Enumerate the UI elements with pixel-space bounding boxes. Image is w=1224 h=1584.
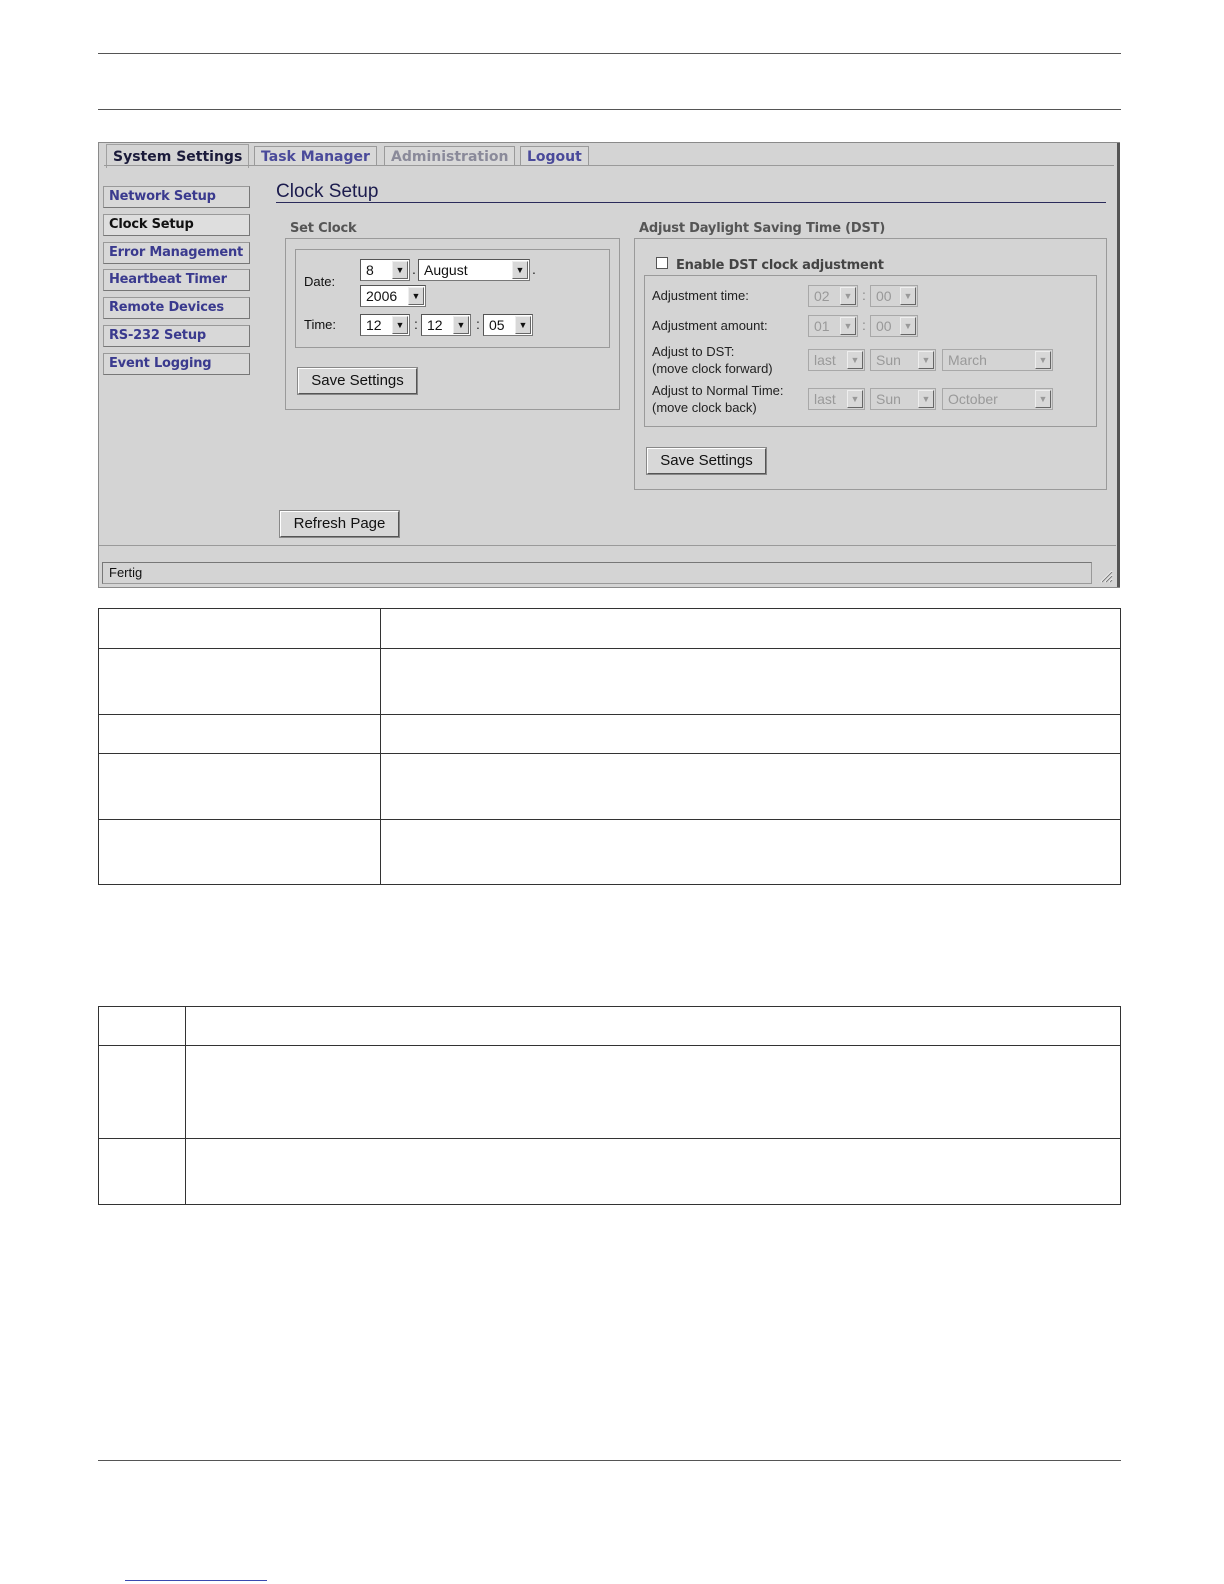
sidebar-item-event-logging[interactable]: Event Logging — [103, 353, 250, 375]
dst-week-select[interactable] — [808, 349, 865, 371]
date-separator: . — [412, 261, 416, 277]
table-row — [99, 1139, 1121, 1205]
table-cell — [99, 1046, 186, 1139]
minute-value: 12 — [427, 317, 443, 333]
time-separator: : — [476, 316, 480, 332]
dst-week-value: last — [814, 352, 836, 368]
normal-month-value: October — [948, 391, 998, 407]
chevron-down-icon: ▼ — [392, 316, 408, 334]
table-cell — [99, 715, 381, 754]
adjust-to-dst-sublabel: (move clock forward) — [652, 361, 773, 376]
year-value: 2006 — [366, 288, 398, 304]
tab-task-manager[interactable]: Task Manager — [254, 146, 377, 166]
adjustment-amount-minute-select[interactable] — [870, 315, 918, 337]
day-select[interactable] — [360, 259, 410, 281]
table-cell — [381, 649, 1121, 715]
adjustment-time-minute-value: 00 — [876, 288, 892, 304]
table-cell — [99, 820, 381, 885]
table-row — [99, 715, 1121, 754]
title-rule — [276, 202, 1106, 203]
adjustment-amount-minute-value: 00 — [876, 318, 892, 334]
day-value: 8 — [366, 262, 374, 278]
table-cell — [381, 715, 1121, 754]
chevron-down-icon: ▼ — [918, 351, 934, 369]
table-cell — [99, 649, 381, 715]
dst-legend: Adjust Daylight Saving Time (DST) — [639, 221, 886, 236]
table-row — [99, 754, 1121, 820]
window-right-edge — [1117, 143, 1120, 587]
normal-month-select[interactable] — [942, 388, 1053, 410]
adjustment-time-hour-select[interactable] — [808, 285, 858, 307]
table-row — [99, 1046, 1121, 1139]
footer-link-underline[interactable] — [125, 1580, 267, 1581]
dst-save-button[interactable]: Save Settings — [647, 448, 766, 474]
date-separator: . — [532, 261, 536, 277]
tab-logout[interactable]: Logout — [520, 146, 589, 166]
adjust-to-dst-label: Adjust to DST: — [652, 344, 735, 359]
chevron-down-icon: ▼ — [515, 316, 531, 334]
dst-day-select[interactable] — [870, 349, 936, 371]
sidebar-item-network-setup[interactable]: Network Setup — [103, 186, 250, 208]
parameter-table — [98, 608, 1121, 885]
status-text: Fertig — [109, 565, 143, 580]
chevron-down-icon: ▼ — [1035, 390, 1051, 408]
normal-week-value: last — [814, 391, 836, 407]
tab-system-settings[interactable]: System Settings — [106, 144, 249, 168]
status-rule — [99, 545, 1116, 546]
notes-table — [98, 1006, 1121, 1205]
adjustment-time-label: Adjustment time: — [652, 288, 749, 303]
refresh-page-button[interactable]: Refresh Page — [280, 511, 399, 537]
header-rule-bottom — [98, 109, 1121, 110]
date-label: Date: — [304, 274, 336, 289]
table-row — [99, 820, 1121, 885]
minute-select[interactable] — [421, 314, 471, 336]
set-clock-legend: Set Clock — [290, 221, 357, 236]
clock-setup-screenshot — [98, 142, 1120, 588]
adjustment-time-minute-select[interactable] — [870, 285, 918, 307]
page-title: Clock Setup — [276, 181, 379, 202]
dst-month-select[interactable] — [942, 349, 1053, 371]
adjust-to-normal-label: Adjust to Normal Time: — [652, 383, 784, 398]
tab-administration[interactable]: Administration — [384, 146, 515, 166]
table-row — [99, 649, 1121, 715]
sidebar-item-remote-devices[interactable]: Remote Devices — [103, 297, 250, 319]
chevron-down-icon: ▼ — [840, 287, 856, 305]
sidebar-item-error-management[interactable]: Error Management — [103, 242, 250, 264]
second-value: 05 — [489, 317, 505, 333]
chevron-down-icon: ▼ — [900, 317, 916, 335]
chevron-down-icon: ▼ — [453, 316, 469, 334]
month-select[interactable] — [418, 259, 530, 281]
footer-rule — [98, 1460, 1121, 1461]
tab-baseline — [104, 165, 1114, 166]
dst-month-value: March — [948, 352, 987, 368]
time-separator: : — [862, 287, 866, 303]
table-cell — [99, 1139, 186, 1205]
normal-week-select[interactable] — [808, 388, 865, 410]
chevron-down-icon: ▼ — [1035, 351, 1051, 369]
time-separator: : — [414, 316, 418, 332]
chevron-down-icon: ▼ — [840, 317, 856, 335]
header-rule-top — [98, 53, 1121, 54]
table-cell — [186, 1007, 1121, 1046]
chevron-down-icon: ▼ — [392, 261, 408, 279]
month-value: August — [424, 262, 468, 278]
time-label: Time: — [304, 317, 337, 332]
year-select[interactable] — [360, 285, 426, 307]
normal-day-select[interactable] — [870, 388, 936, 410]
dst-day-value: Sun — [876, 352, 901, 368]
table-row — [99, 1007, 1121, 1046]
hour-select[interactable] — [360, 314, 410, 336]
dst-enable-label: Enable DST clock adjustment — [676, 258, 884, 273]
table-cell — [186, 1139, 1121, 1205]
table-cell — [381, 820, 1121, 885]
dst-enable-checkbox[interactable] — [656, 257, 668, 269]
time-separator: : — [862, 317, 866, 333]
set-clock-save-button[interactable]: Save Settings — [298, 368, 417, 394]
table-cell — [186, 1046, 1121, 1139]
table-cell — [99, 609, 381, 649]
chevron-down-icon: ▼ — [900, 287, 916, 305]
adjust-to-normal-sublabel: (move clock back) — [652, 400, 757, 415]
table-cell — [381, 609, 1121, 649]
chevron-down-icon: ▼ — [512, 261, 528, 279]
adjustment-time-hour-value: 02 — [814, 288, 830, 304]
chevron-down-icon: ▼ — [847, 390, 863, 408]
table-cell — [99, 1007, 186, 1046]
chevron-down-icon: ▼ — [408, 287, 424, 305]
table-row — [99, 609, 1121, 649]
sidebar-item-rs232-setup[interactable]: RS-232 Setup — [103, 325, 250, 347]
sidebar-item-clock-setup[interactable]: Clock Setup — [103, 214, 250, 236]
hour-value: 12 — [366, 317, 382, 333]
chevron-down-icon: ▼ — [918, 390, 934, 408]
normal-day-value: Sun — [876, 391, 901, 407]
table-cell — [99, 754, 381, 820]
adjustment-amount-hour-value: 01 — [814, 318, 830, 334]
second-select[interactable] — [483, 314, 533, 336]
adjustment-amount-hour-select[interactable] — [808, 315, 858, 337]
adjustment-amount-label: Adjustment amount: — [652, 318, 768, 333]
sidebar-item-heartbeat-timer[interactable]: Heartbeat Timer — [103, 269, 250, 291]
table-cell — [381, 754, 1121, 820]
resize-grip-icon[interactable] — [1099, 569, 1113, 583]
chevron-down-icon: ▼ — [847, 351, 863, 369]
status-bar — [102, 562, 1092, 584]
